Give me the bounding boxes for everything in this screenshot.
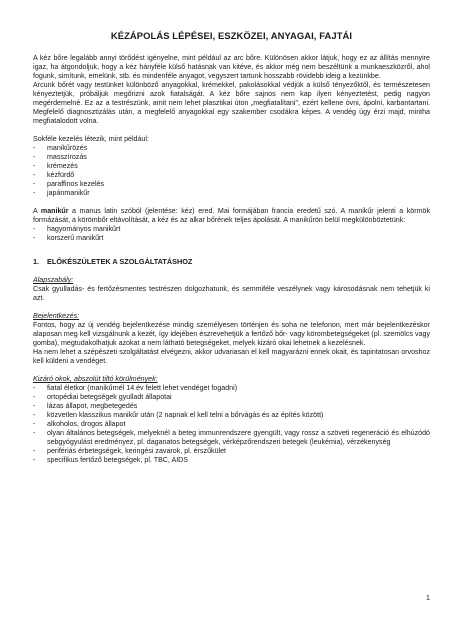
booking-label: Bejelentkezés: <box>33 312 80 320</box>
document-title: KÉZÁPOLÁS LÉPÉSEI, ESZKÖZEI, ANYAGAI, FAJTÁI <box>110 30 353 41</box>
booking-text-2: Ha nem lehet a szépészeti szolgáltatást elvégezni, akkor udvariasan el kell magyarázni ennek okait, és tapintatosan orvoshoz kell küldeni a vendéget. <box>33 348 430 365</box>
list-item: - alkoholos, drogos állapot <box>33 420 430 429</box>
list-item: - paraffinos kezelés <box>33 180 430 189</box>
list-item: - hagyományos manikűrt <box>33 225 430 234</box>
list-item: - közvetlen klasszikus manikűr után (2 napnak el kell telni a bőrvágás és az építés között) <box>33 411 430 420</box>
list-item: - specifikus fertőző betegségek, pl. TBC, AIDS <box>33 456 430 465</box>
list-item: - ortopédiai betegségek gyulladt állapotai <box>33 393 430 402</box>
treatments-list <box>33 144 430 198</box>
list-item: - perifériás érbetegségek, keringési zavarok, pl. érszűkület <box>33 447 430 456</box>
basic-rule-text: Csak gyulladás- és fertőzésmentes testrészen dolgozhatunk, és semmiféle veszélynek vagy károsodásnak nem tehetjük ki azt. <box>33 285 430 302</box>
list-item: - korszerű manikűrt <box>33 234 430 243</box>
section-heading: 1. ELŐKÉSZÜLETEK A SZOLGÁLTATÁSHOZ <box>33 257 193 266</box>
intro-paragraph-1: A kéz bőre legalább annyi törődést igényelne, mint például az arc bőre. Különösen akkor látjuk, hogy ez az állítás mennyire igaz, ha átgondoljuk, hogy a kéz hányféle külső hatásnak van kitéve, és akkor még nem beszéltünk a munkaeszközről, ahol fogunk, simítunk, emelünk, stb. és mindenféle anyagot, vegyszert tartunk hosszabb rövidebb ideig a kezünkbe. <box>33 54 430 80</box>
manicure-definition: A manikűr a manus latin szóból (jelentése: kéz) ered. Mai formájában francia eredetű szó. A manikűr jelenti a körmök formázását, a körömbőr eltávolítását, a kéz és az alkar bőrének teljes ápolását. A manikűrön belül megkülönböztetünk: <box>33 207 430 224</box>
list-item: - olyan általános betegségek, melyeknél a beteg immunrendszere gyengült, vagy rossz a szöveti regeneráció és elhúzódó sebgyógyulást eredményez, pl. daganatos betegségek, vérképzőrendszeri betegek (leukémia), vérzékenység <box>33 429 430 447</box>
manicure-types-list <box>33 225 430 243</box>
intro-paragraph-2: Arcunk bőrét vagy testünket különböző anyagokkal, krémekkel, pakolásokkal védjük a külső tényezőktől, és természetesen kényeztetjük, próbáljuk megőrizni azok fiatalságát. A kéz bőre sajnos nem kap ilyen kényeztetést, pedig nagyon megérdemelné. Ez az a testrészünk, amit nem lehet plasztikai úton „megfiatalítani", ezért kellene óvni, ápolni, karbantartani. Megfelelő diagnosztizálás után, a megfelelő anyagokkal egy szakember csodákra képes. A vendég úgy érzi majd, mintha megfiatalodott volna. <box>33 81 430 125</box>
booking-text-1: Fontos, hogy az új vendég bejelentkezése mindig személyesen történjen és soha ne telefonon, mert már bejelentkezéskor alaposan meg kell vizsgálnunk a kezét, így idejében észrevehetjük a fertőző bőr- vagy körombetegségeket (pl. szemölcs vagy gomba), megtudakolhatjuk azokat a nem látható betegségeket, melyek kizáró okai lehetnek a kezelésnek. <box>33 321 430 347</box>
list-item: - kézfürdő <box>33 171 430 180</box>
page-number: 1 <box>426 594 430 602</box>
list-item: - manikűrözés <box>33 144 430 153</box>
list-item: - japánmanikűr <box>33 189 430 198</box>
list-item: - krémezés <box>33 162 430 171</box>
list-item: - lázas állapot, megbetegedés <box>33 402 430 411</box>
exclusions-list <box>33 384 430 465</box>
list-item: - fiatal életkor (manikűrnél 14 év felett lehet vendéget fogadni) <box>33 384 430 393</box>
list-item: - masszírozás <box>33 153 430 162</box>
treatments-intro: Sokféle kezelés létezik, mint például: <box>33 135 149 143</box>
exclusions-label: Kizáró okok, abszolút tiltó körülmények: <box>33 375 158 383</box>
basic-rule-label: Alapszabály: <box>33 276 74 284</box>
manicure-term: manikűr <box>40 207 69 215</box>
